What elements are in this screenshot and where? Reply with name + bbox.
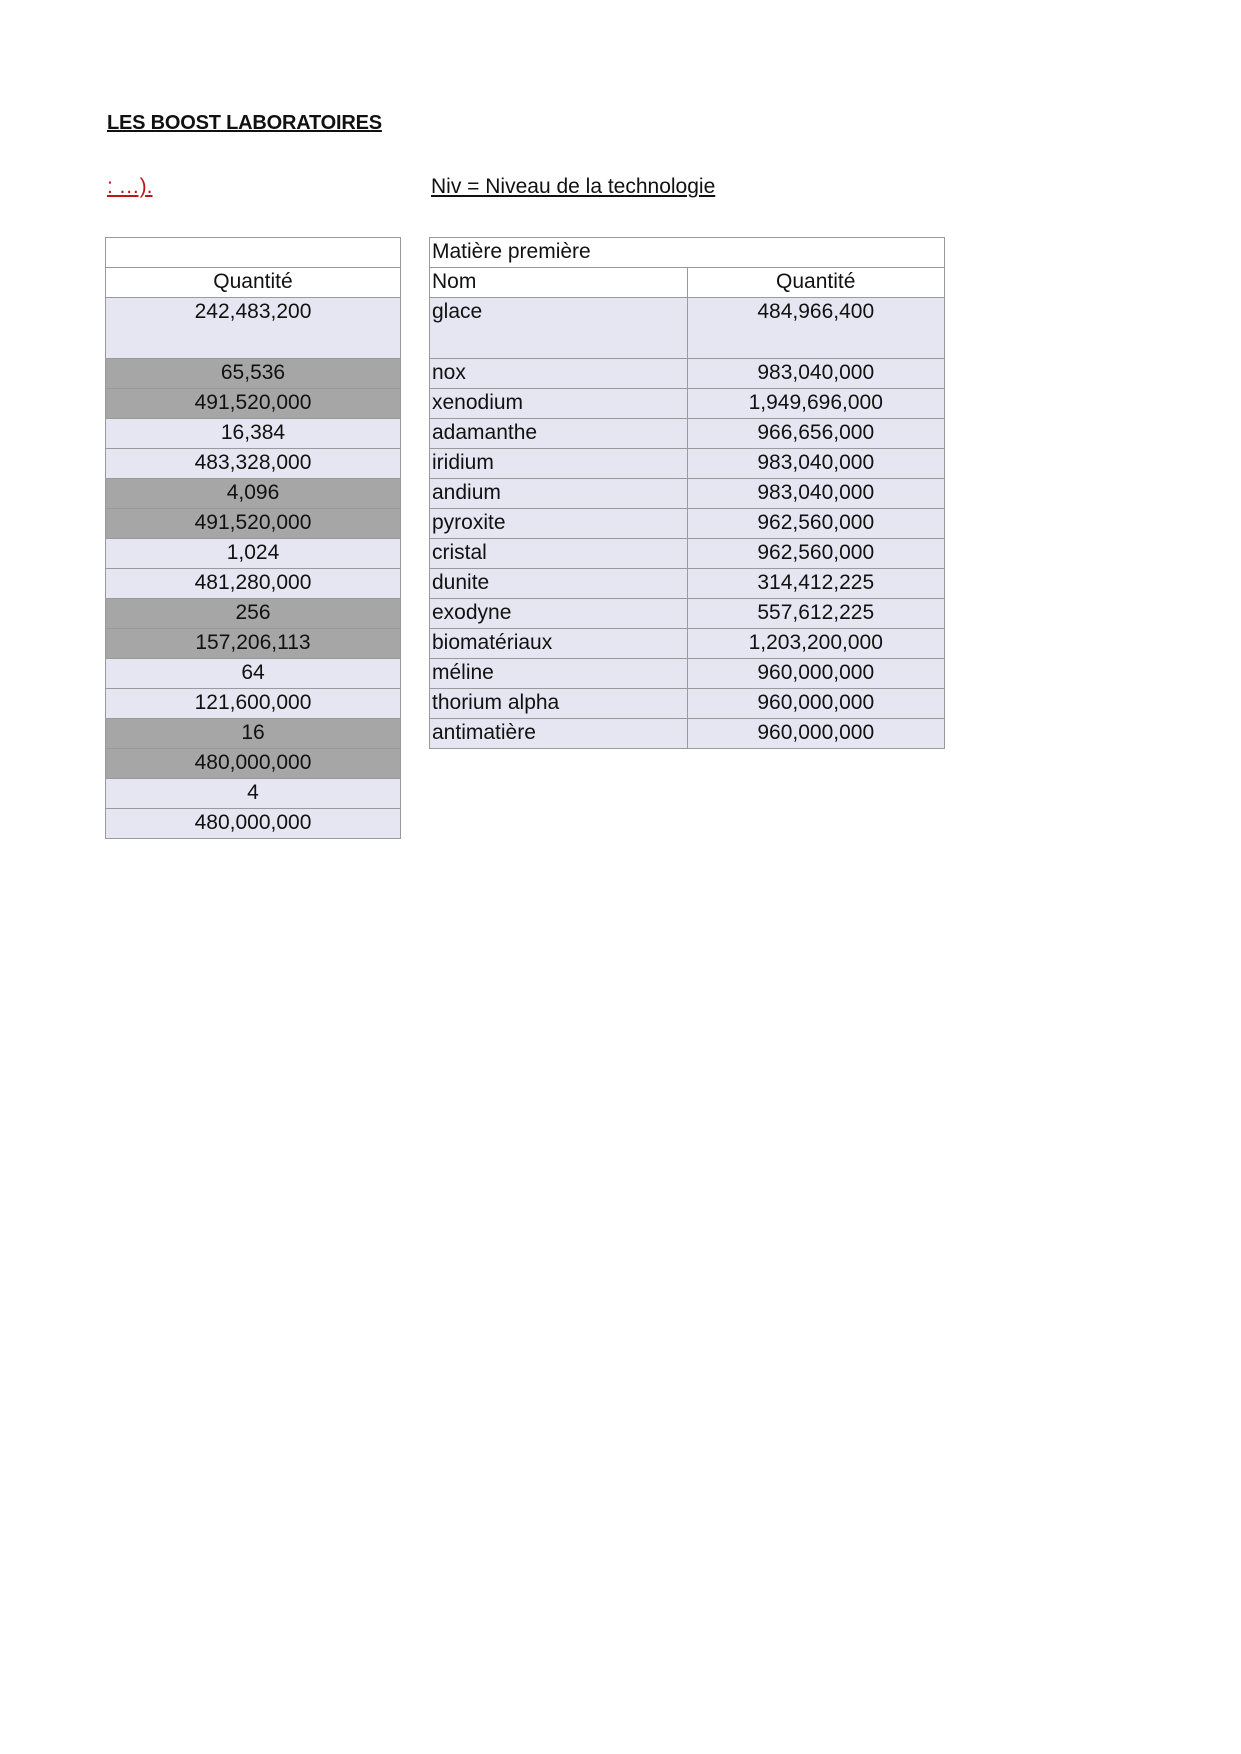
quantity-cell: 64 (106, 659, 401, 689)
table-row (430, 719, 945, 749)
material-quantity-cell: 1,949,696,000 (687, 389, 945, 419)
quantity-cell: 121,600,000 (106, 689, 401, 719)
table-row (106, 569, 401, 599)
material-quantity-cell: 960,000,000 (687, 689, 945, 719)
quantity-cell: 157,206,113 (106, 629, 401, 659)
table-row (106, 689, 401, 719)
material-name-cell: antimatière (430, 719, 688, 749)
left-header-row (106, 268, 401, 298)
table-row (430, 599, 945, 629)
material-name-cell: nox (430, 359, 688, 389)
left-quantity-table (105, 237, 401, 839)
quantity-cell: 491,520,000 (106, 509, 401, 539)
material-name-cell: andium (430, 479, 688, 509)
raw-material-table (429, 237, 945, 749)
material-name-cell: dunite (430, 569, 688, 599)
left-header-blank-cell (106, 238, 401, 268)
material-name-cell: méline (430, 659, 688, 689)
material-name-cell: adamanthe (430, 419, 688, 449)
material-name-cell: xenodium (430, 389, 688, 419)
left-header-quantity: Quantité (106, 268, 401, 298)
quantity-cell: 480,000,000 (106, 809, 401, 839)
material-quantity-cell: 966,656,000 (687, 419, 945, 449)
material-quantity-cell: 983,040,000 (687, 359, 945, 389)
quantity-cell: 242,483,200 (106, 298, 401, 359)
table-row (430, 389, 945, 419)
quantity-cell: 4 (106, 779, 401, 809)
material-name-cell: biomatériaux (430, 629, 688, 659)
table-row (106, 449, 401, 479)
material-quantity-cell: 962,560,000 (687, 509, 945, 539)
quantity-cell: 483,328,000 (106, 449, 401, 479)
table-row (106, 509, 401, 539)
table-row (430, 569, 945, 599)
table-row (430, 539, 945, 569)
material-name-cell: pyroxite (430, 509, 688, 539)
material-quantity-cell: 962,560,000 (687, 539, 945, 569)
material-quantity-cell: 960,000,000 (687, 719, 945, 749)
material-quantity-cell: 983,040,000 (687, 479, 945, 509)
niv-legend: Niv = Niveau de la technologie (431, 175, 716, 198)
quantity-cell: 1,024 (106, 539, 401, 569)
right-header-row (430, 268, 945, 298)
material-quantity-cell: 983,040,000 (687, 449, 945, 479)
red-note: : …). (107, 175, 153, 198)
material-quantity-cell: 557,612,225 (687, 599, 945, 629)
right-group-header-row (430, 238, 945, 268)
table-row (106, 359, 401, 389)
table-row (430, 659, 945, 689)
table-row (106, 479, 401, 509)
quantity-cell: 16,384 (106, 419, 401, 449)
table-row (106, 629, 401, 659)
table-row (106, 809, 401, 839)
table-row (430, 359, 945, 389)
table-row (106, 749, 401, 779)
quantity-cell: 16 (106, 719, 401, 749)
quantity-cell: 256 (106, 599, 401, 629)
quantity-cell: 4,096 (106, 479, 401, 509)
material-name-cell: iridium (430, 449, 688, 479)
raw-material-group-header: Matière première (430, 238, 945, 268)
table-row (106, 599, 401, 629)
table-row (106, 389, 401, 419)
table-row (106, 719, 401, 749)
quantity-cell: 480,000,000 (106, 749, 401, 779)
table-row (106, 539, 401, 569)
table-row (430, 449, 945, 479)
material-name-cell: cristal (430, 539, 688, 569)
table-row (106, 779, 401, 809)
quantity-cell: 481,280,000 (106, 569, 401, 599)
table-row (430, 689, 945, 719)
material-quantity-cell: 314,412,225 (687, 569, 945, 599)
table-row (106, 298, 401, 359)
header-nom: Nom (430, 268, 688, 298)
left-header-blank-row (106, 238, 401, 268)
quantity-cell: 491,520,000 (106, 389, 401, 419)
table-row (430, 509, 945, 539)
table-row (106, 659, 401, 689)
material-name-cell: exodyne (430, 599, 688, 629)
table-row (430, 629, 945, 659)
material-quantity-cell: 1,203,200,000 (687, 629, 945, 659)
material-name-cell: thorium alpha (430, 689, 688, 719)
table-row (430, 419, 945, 449)
material-name-cell: glace (430, 298, 688, 359)
material-quantity-cell: 960,000,000 (687, 659, 945, 689)
table-row (106, 419, 401, 449)
material-quantity-cell: 484,966,400 (687, 298, 945, 359)
page-title: LES BOOST LABORATOIRES (107, 112, 382, 134)
quantity-cell: 65,536 (106, 359, 401, 389)
header-quantite: Quantité (687, 268, 945, 298)
table-row (430, 298, 945, 359)
table-row (430, 479, 945, 509)
